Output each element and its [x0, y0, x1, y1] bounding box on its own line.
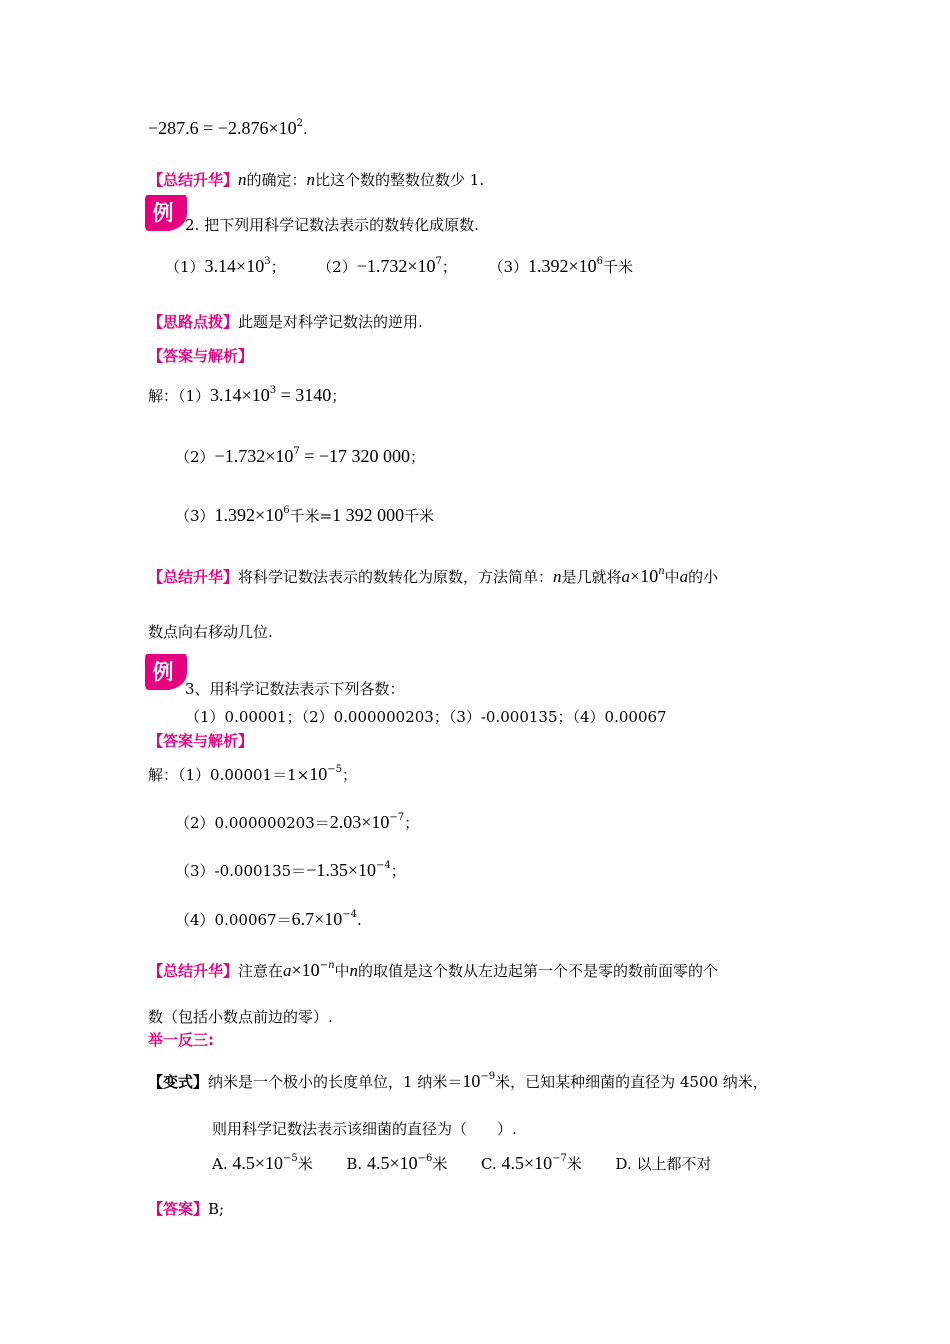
badge-text: 例: [152, 660, 174, 684]
answer-tag: 【答案与解析】: [148, 732, 254, 750]
solution-math: −1.732×10: [214, 446, 294, 466]
practice-tag: 举一反三:: [148, 1031, 214, 1049]
solution-prefix: 解：（1）0.00001＝1×: [148, 766, 310, 784]
solution-prefix: 解：（1）: [148, 387, 211, 405]
exponent: 6: [596, 256, 604, 267]
summary-text: 数点向右移动几位.: [148, 623, 273, 641]
exponent: 3: [264, 256, 271, 267]
option-c-math: 4.5×10: [501, 1153, 553, 1173]
unit: 千米=: [289, 507, 333, 525]
option-a-label: A.: [212, 1155, 228, 1173]
summary-tag: 【总结升华】: [148, 962, 239, 980]
exponent: 7: [435, 256, 442, 267]
separator: ；: [390, 862, 406, 880]
summary-line-3: [148, 960, 718, 981]
summary-text: 注意在: [238, 962, 284, 980]
var-a: a: [621, 567, 631, 586]
summary-text: 的小: [688, 568, 719, 586]
variant-options: [212, 1153, 711, 1174]
summary-text: 中: [664, 568, 680, 586]
example-3-title: [185, 679, 405, 699]
var-n: n: [238, 170, 247, 189]
unit: 千米: [603, 258, 634, 276]
solution-prefix: （3）-0.000135＝: [175, 862, 307, 880]
hint-tag: 【思路点拨】: [148, 313, 239, 331]
summary-text: 的取值是这个数从左边起第一个不是零的数前面零的个: [358, 962, 719, 980]
solution-line-4: [148, 764, 357, 785]
exponent: 7: [293, 446, 300, 457]
item-math: 1.392×10: [528, 256, 597, 276]
example-2-title: [185, 215, 479, 235]
summary-text: 将科学记数法表示的数转化为原数，方法简单：: [238, 568, 554, 586]
variant-text: 纳米是一个极小的长度单位，1 纳米＝: [208, 1073, 463, 1091]
solution-prefix: （2）0.000000203＝: [175, 814, 330, 832]
example-items-text: （1）0.00001；（2）0.000000203；（3）-0.000135；（4）0.00067: [185, 708, 667, 726]
variant-question: [148, 1071, 768, 1092]
variant-tag: 【变式】: [148, 1073, 209, 1091]
var-n: n: [349, 961, 359, 980]
solution-line-2: [175, 446, 425, 467]
unit: 米: [432, 1155, 448, 1173]
example-title-text: 2. 把下列用科学记数法表示的数转化成原数.: [185, 216, 479, 234]
solution-math: 10: [309, 764, 328, 784]
item-number: （1）: [165, 258, 205, 276]
exponent: −n: [319, 960, 335, 971]
solution-line-5: [175, 812, 419, 833]
summary-line-3-cont: [148, 1007, 333, 1027]
exponent: 3: [269, 385, 277, 396]
option-b-label: B.: [346, 1155, 363, 1173]
hint-line: [148, 312, 423, 332]
exponent: 2: [296, 118, 303, 129]
example-badge-icon: [143, 652, 189, 692]
summary-math: ×10: [291, 960, 320, 980]
solution-result: = 3140: [276, 385, 332, 405]
option-b-math: 4.5×10: [366, 1153, 418, 1173]
summary-text: 数（包括小数点前边的零）.: [148, 1008, 333, 1026]
solution-math: −1.35×10: [306, 860, 376, 880]
separator: .: [356, 911, 362, 929]
variant-math: 10: [462, 1071, 481, 1091]
summary-tag: 【总结升华】: [148, 171, 239, 189]
solution-line-6: [175, 860, 406, 881]
item-math: 3.14×10: [204, 256, 265, 276]
summary-tag: 【总结升华】: [148, 568, 239, 586]
solution-math: 2.03×10: [329, 812, 390, 832]
solution-result: = −17 320 000: [299, 446, 411, 466]
unit: 米: [297, 1155, 313, 1173]
summary-math: ×10: [630, 566, 659, 586]
solution-math: 6.7×10: [291, 909, 343, 929]
separator: ；: [404, 814, 420, 832]
example-3-items: [185, 707, 667, 727]
var-n: n: [306, 170, 316, 189]
var-a: a: [679, 567, 689, 586]
summary-text: 中: [334, 962, 350, 980]
exponent: −7: [552, 1153, 567, 1164]
variant-question-cont: [212, 1119, 517, 1139]
separator: ；: [441, 258, 457, 276]
summary-line-2-cont: [148, 622, 273, 642]
solution-prefix: （4）0.00067＝: [175, 911, 292, 929]
answer-tag: 【答案与解析】: [148, 347, 254, 365]
equation-text: −287.6 = −2.876×10: [148, 118, 297, 138]
summary-text: 的确定：: [246, 171, 307, 189]
option-c-label: C.: [480, 1155, 497, 1173]
exponent: −9: [480, 1071, 496, 1082]
unit: 千米: [404, 507, 435, 525]
exponent: −7: [389, 812, 405, 823]
exponent: n: [658, 566, 665, 577]
variant-text: 则用科学记数法表示该细菌的直径为（ ）.: [212, 1120, 517, 1138]
solution-prefix: （2）: [175, 448, 215, 466]
exponent: −4: [342, 909, 357, 920]
example-2-items: [165, 256, 633, 277]
summary-text: 比这个数的整数位数少 1.: [315, 171, 485, 189]
summary-text: 是几就将: [561, 568, 622, 586]
exponent: −5: [283, 1153, 298, 1164]
solution-line-7: [175, 909, 362, 930]
solution-line-1: [148, 385, 346, 406]
separator: ；: [410, 448, 426, 466]
practice-heading: [148, 1030, 214, 1050]
solution-math: 3.14×10: [210, 385, 270, 405]
hint-text: 此题是对科学记数法的逆用.: [238, 313, 423, 331]
example-badge-icon: [143, 193, 189, 233]
solution-line-3: [175, 505, 434, 526]
solution-result: 1 392 000: [332, 505, 405, 525]
badge-text: 例: [152, 201, 174, 225]
summary-line-2: [148, 566, 718, 587]
example-title-text: 3、用科学记数法表示下列各数：: [185, 680, 405, 698]
item-math: −1.732×10: [356, 256, 436, 276]
option-a-math: 4.5×10: [232, 1153, 284, 1173]
item-number: （3）: [488, 258, 529, 276]
equation-line-1: [148, 118, 308, 139]
separator: ；: [341, 766, 357, 784]
exponent: 6: [283, 505, 290, 516]
summary-line-1: [148, 170, 484, 190]
unit: 米: [566, 1155, 582, 1173]
answer-line: [148, 1199, 224, 1219]
period: .: [302, 120, 308, 138]
var-n: n: [553, 567, 562, 586]
exponent: −4: [376, 860, 391, 871]
exponent: −5: [327, 764, 342, 775]
separator: ；: [270, 258, 286, 276]
solution-math: 1.392×10: [214, 505, 284, 525]
answer-heading-2: [148, 731, 253, 751]
item-number: （2）: [317, 258, 357, 276]
answer-tag: 【答案】: [148, 1200, 209, 1218]
answer-text: B;: [208, 1200, 225, 1218]
option-d-text: D. 以上都不对: [615, 1155, 712, 1173]
exponent: −6: [417, 1153, 433, 1164]
answer-heading-1: [148, 346, 253, 366]
solution-prefix: （3）: [175, 507, 215, 525]
var-a: a: [283, 961, 292, 980]
variant-text: 米，已知某种细菌的直径为 4500 纳米，: [495, 1073, 768, 1091]
separator: ；: [331, 387, 347, 405]
